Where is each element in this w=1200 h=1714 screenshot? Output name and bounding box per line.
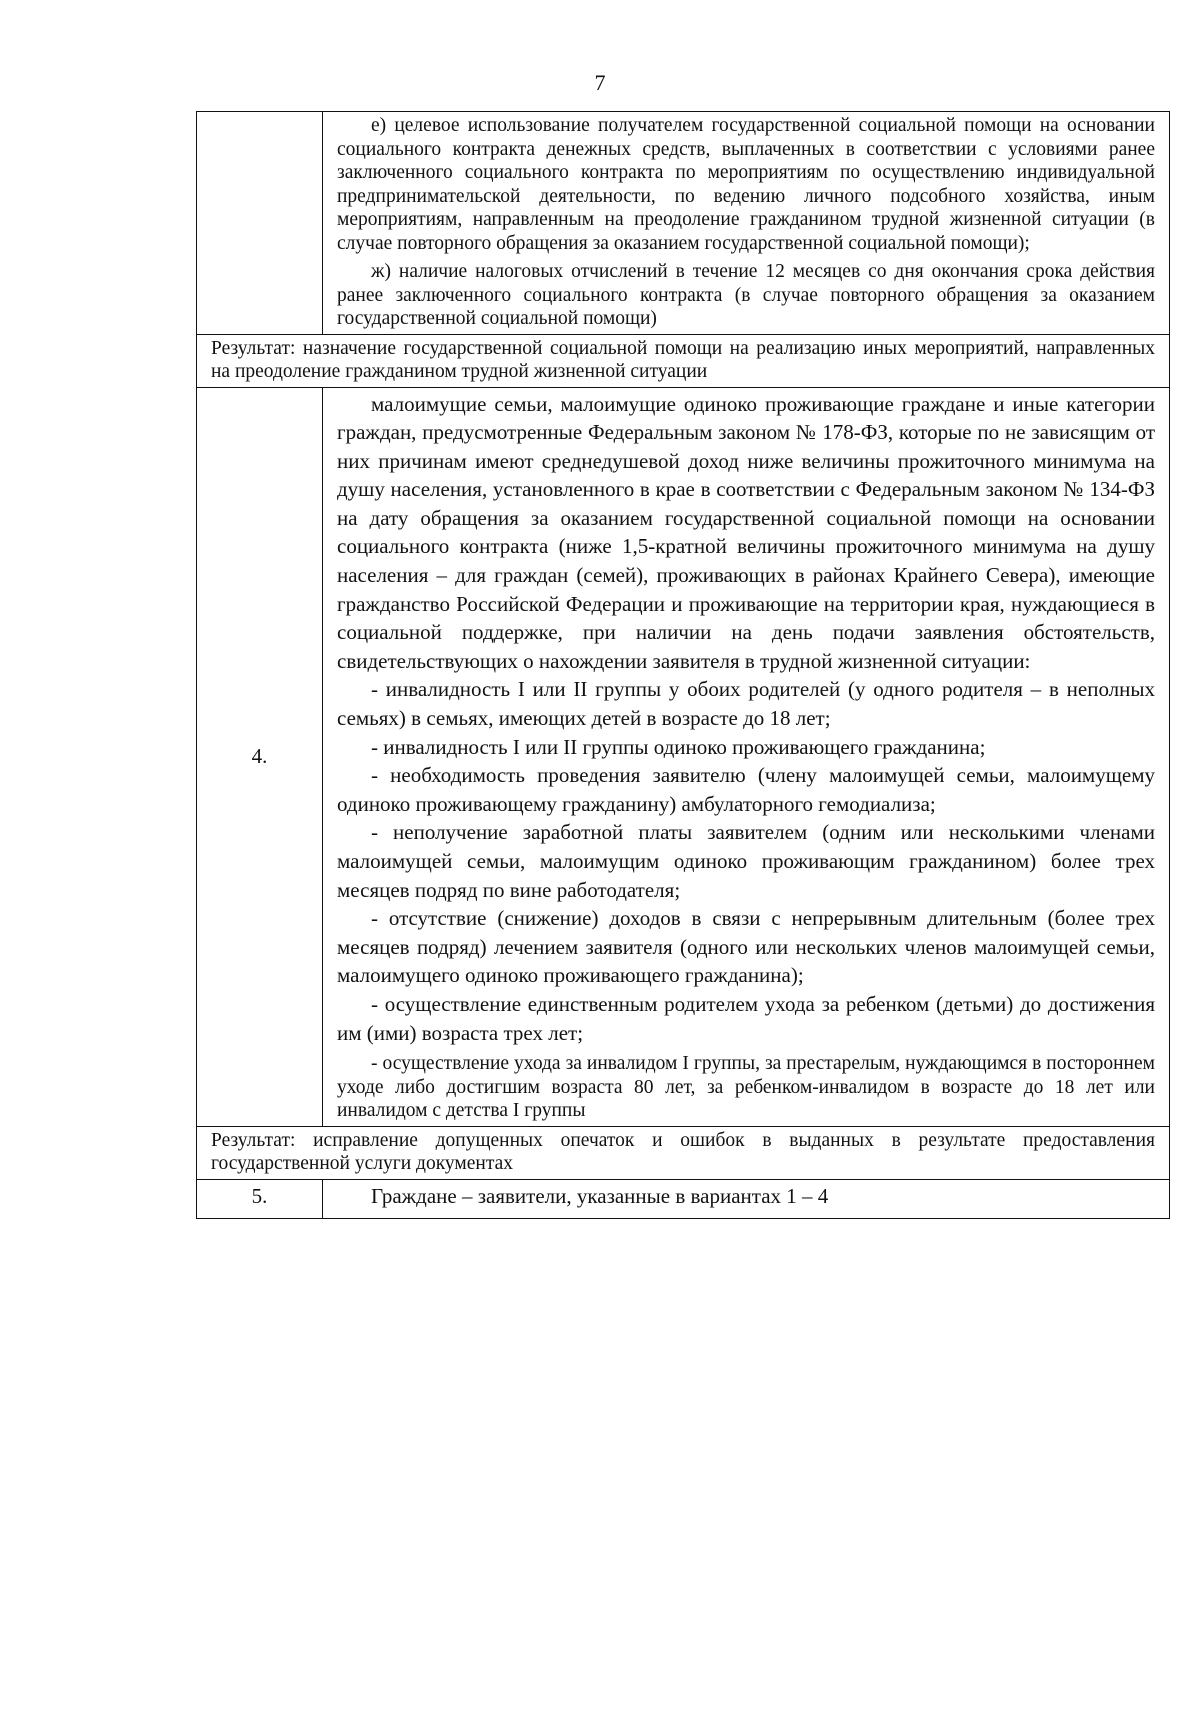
table-row-continued bbox=[197, 112, 1170, 335]
paragraph-condition: - отсутствие (снижение) доходов в связи с непрерывным длительным (более трех месяцев подряд) лечением заявителя (одного или нескольких членов малоимущей семьи, малоимущего одиноко проживающего гражданина); bbox=[337, 906, 1155, 988]
result-row bbox=[197, 334, 1170, 387]
document-table bbox=[196, 111, 1170, 1219]
row-5-text: Граждане – заявители, указанные в вариантах 1 – 4 bbox=[323, 1179, 1170, 1218]
paragraph-main: малоимущие семьи, малоимущие одиноко проживающие граждане и иные категории граждан, предусмотренные Федеральным законом № 178-ФЗ, которые по не зависящим от них причинам имеют среднедушевой доход ниже величины прожиточного минимума на душу населения, установленного в крае в соответствии с Федеральным законом № 134-ФЗ на дату обращения за оказанием государственной социальной помощи на основании социального контракта (ниже 1,5-кратной величины прожиточного минимума на душу населения – для граждан (семей), проживающих в районах Крайнего Севера), имеющие гражданство Российской Федерации и проживающие на территории края, нуждающиеся в социальной поддержке, при наличии на день подачи заявления обстоятельств, свидетельствующих о нахождении заявителя в трудной жизненной ситуации: bbox=[337, 391, 1155, 673]
page-number: 7 bbox=[594, 70, 606, 95]
paragraph-condition: - инвалидность I или II группы одиноко проживающего гражданина; bbox=[371, 734, 986, 759]
paragraph-item-zh: ж) наличие налоговых отчислений в течение 12 месяцев со дня окончания срока действия ранее заключенного социального контракта (в случае повторного обращения за оказанием государственной социальной помощи) bbox=[337, 261, 1155, 329]
result-text: Результат: назначение государственной социальной помощи на реализацию иных мероприятий, направленных на преодоление гражданином трудной жизненной ситуации bbox=[197, 334, 1170, 387]
row-number: 5. bbox=[197, 1179, 323, 1218]
paragraph-condition: - необходимость проведения заявителю (члену малоимущей семьи, малоимущему одиноко проживающему гражданину) амбулаторного гемодиализа; bbox=[337, 763, 1155, 816]
paragraph-condition: - неполучение заработной платы заявителем (одним или несколькими членами малоимущей семьи, малоимущим одиноко проживающим гражданином) более трех месяцев подряд по вине работодателя; bbox=[337, 820, 1155, 902]
number-cell-empty bbox=[197, 112, 323, 335]
paragraph-item-e: е) целевое использование получателем государственной социальной помощи на основании социального контракта денежных средств, выплаченных в соответствии с условиями ранее заключенного социального контракта по мероприятиям по осуществлению индивидуальной предпринимательской деятельности, по ведению личного подсобного хозяйства, иным мероприятиям, направленным на преодоление гражданином трудной жизненной ситуации (в случае повторного обращения за оказанием государственной социальной помощи); bbox=[337, 115, 1155, 254]
paragraph-condition-last: - осуществление ухода за инвалидом I группы, за престарелым, нуждающимся в постороннем уходе либо достигшим возраста 80 лет, за ребенком-инвалидом в возрасте до 18 лет или инвалидом с детства I группы bbox=[337, 1053, 1155, 1122]
row-number: 4. bbox=[197, 387, 323, 1126]
result-row bbox=[197, 1126, 1170, 1179]
table-row-4 bbox=[197, 387, 1170, 1126]
paragraph-condition: - осуществление единственным родителем ухода за ребенком (детьми) до достижения им (ими) возраста трех лет; bbox=[337, 991, 1155, 1045]
content-cell-continued bbox=[323, 112, 1170, 335]
table-row-5 bbox=[197, 1179, 1170, 1218]
paragraph-condition: - инвалидность I или II группы у обоих родителей (у одного родителя – в неполных семьях) в семьях, имеющих детей в возрасте до 18 лет; bbox=[337, 677, 1155, 731]
result-text: Результат: исправление допущенных опечаток и ошибок в выданных в результате предоставления государственной услуги документах bbox=[197, 1126, 1170, 1179]
content-cell-4 bbox=[323, 387, 1170, 1126]
